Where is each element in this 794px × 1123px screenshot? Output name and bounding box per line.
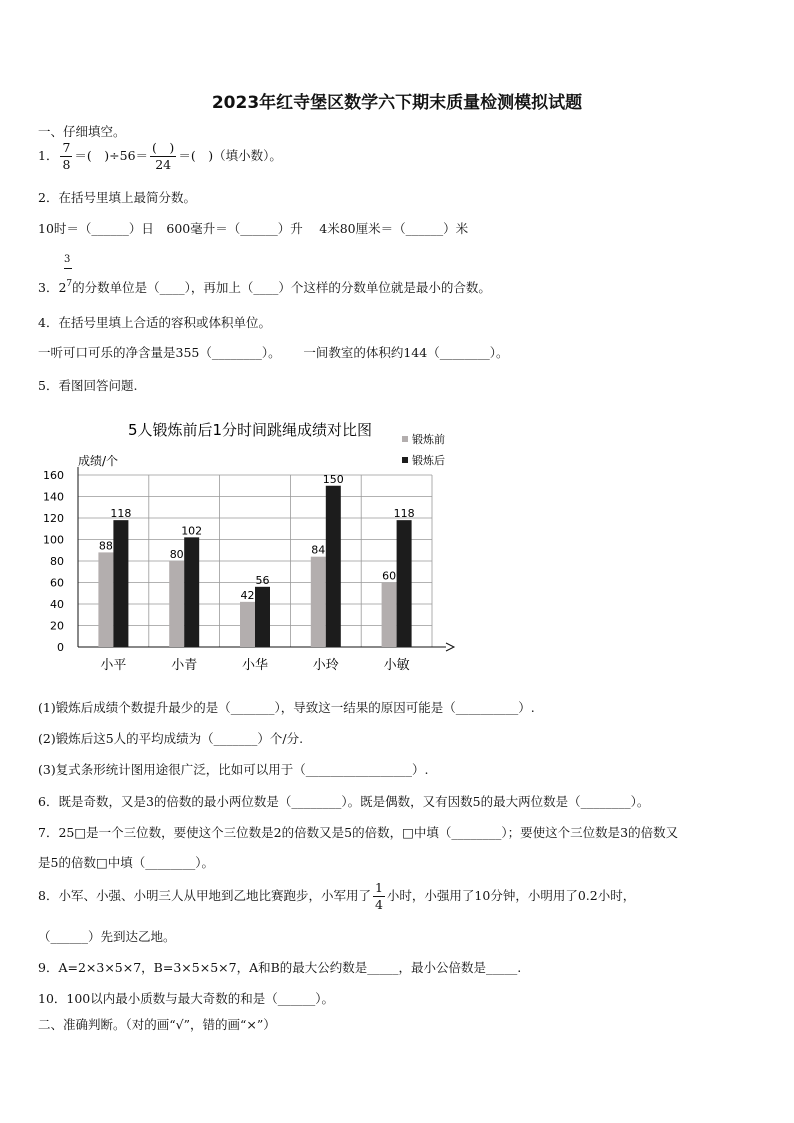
bar-value-label: 60	[382, 569, 397, 583]
chart-legend	[402, 432, 445, 467]
bar-value-label: 150	[322, 472, 344, 486]
question-5: 5．看图回答问题.	[38, 378, 138, 393]
bar-chart	[30, 405, 470, 680]
question-1: 1． $\frac{7}{8}$ ＝( )÷56＝ $\frac{( )}{24}$ ＝( )（填小数）。	[38, 140, 282, 172]
bar-value-label: 102	[181, 524, 203, 538]
fraction-1-4: $\frac{1}{4}$	[374, 880, 383, 912]
bar-after	[255, 587, 270, 647]
legend-label: 锻炼前	[412, 433, 445, 446]
chart-bars	[98, 486, 411, 647]
y-axis-label: 成绩/个	[78, 454, 119, 468]
q1-number: 1．	[38, 148, 59, 163]
bar-value-label: 84	[311, 543, 326, 557]
y-tick-label: 20	[50, 619, 64, 633]
bar-after	[113, 520, 128, 647]
bar-after	[397, 520, 412, 647]
q3-fraction-numerator: 3	[64, 254, 71, 265]
bar-value-label: 118	[393, 507, 415, 521]
question-3: 3．$2^7$的分数单位是（____），再加上（____）个这样的分数单位就是最小的合数。	[38, 279, 491, 295]
y-tick-label: 0	[57, 641, 64, 654]
q3-fraction-bar	[64, 268, 72, 269]
page-title: 2023年红寺堡区数学六下期末质量检测模拟试题	[211, 93, 583, 113]
question-4: 4．在括号里填上合适的容积或体积单位。	[38, 315, 271, 330]
bar-before	[240, 602, 255, 647]
y-tick-label: 120	[43, 512, 64, 525]
question-5-3: (3)复式条形统计图用途很广泛，比如可以用于（_________________）.	[38, 762, 429, 777]
question-7-line-1: 7．25□是一个三位数，要使这个三位数是2的倍数又是5的倍数，□中填（________）；要使这个三位数是3的倍数又	[38, 825, 679, 840]
question-10: 10．100以内最小质数与最大奇数的和是（______）。	[38, 991, 335, 1006]
bar-value-label: 56	[255, 573, 270, 587]
x-axis-arrow	[446, 643, 454, 651]
y-tick-label: 140	[43, 490, 64, 504]
bar-before	[169, 561, 184, 647]
bar-value-label: 80	[169, 548, 184, 561]
question-2-line: 10时＝（______）日 600毫升＝（______）升 4米80厘米＝（______）米	[38, 221, 469, 236]
x-tick-label: 小青	[171, 658, 198, 673]
y-tick-label: 60	[50, 576, 64, 590]
legend-swatch	[402, 436, 408, 442]
question-5-2: (2)锻炼后这5人的平均成绩为（_______）个/分.	[38, 731, 304, 746]
question-6: 6．既是奇数，又是3的倍数的最小两位数是（________）。既是偶数，又有因数5的最大两位数是（________）。	[38, 794, 650, 809]
bar-value-label: 88	[98, 539, 113, 553]
question-8: 8．小军、小强、小明三人从甲地到乙地比赛跑步，小军用了 $\frac{1}{4}$ 小时，小强用了10分钟，小明用了0.2小时，	[38, 880, 636, 912]
x-tick-label: 小华	[241, 658, 269, 673]
y-tick-label: 40	[50, 598, 64, 611]
y-tick-label: 100	[43, 533, 64, 547]
question-2: 2．在括号里填上最简分数。	[38, 190, 196, 205]
bar-value-label: 42	[240, 588, 255, 602]
question-9: 9．A=2×3×5×7，B=3×5×5×7，A和B的最大公约数是_____，最小公倍数是_____.	[38, 960, 522, 975]
question-8-line-2: （______）先到达乙地。	[38, 929, 176, 944]
bar-after	[326, 486, 341, 647]
bar-before	[98, 552, 113, 647]
question-7-line-2: 是5的倍数□中填（________）。	[38, 855, 215, 870]
y-tick-label: 160	[43, 469, 64, 482]
bar-before	[311, 557, 326, 647]
section-2-heading: 二、准确判断。（对的画“√”，错的画“×”）	[38, 1017, 276, 1032]
bar-value-label: 118	[110, 507, 132, 521]
section-1-heading: 一、仔细填空。	[38, 124, 126, 139]
chart-title: 5人锻炼前后1分时间跳绳成绩对比图	[127, 421, 373, 439]
y-tick-label: 80	[50, 555, 64, 568]
fraction-7-8: $\frac{7}{8}$	[62, 140, 71, 172]
question-4-line: 一听可口可乐的净含量是355（________）。 一间教室的体积约144（________）。	[38, 345, 509, 360]
x-tick-label: 小敏	[383, 658, 410, 673]
legend-swatch	[402, 457, 408, 463]
legend-label: 锻炼后	[412, 454, 445, 467]
fraction-blank-24: $\frac{( )}{24}$	[152, 140, 175, 172]
question-5-1: (1)锻炼后成绩个数提升最少的是（_______），导致这一结果的原因可能是（__________）.	[38, 700, 535, 715]
bar-after	[184, 537, 199, 647]
bar-before	[382, 583, 397, 648]
x-tick-label: 小玲	[312, 658, 339, 673]
x-tick-label: 小平	[100, 658, 127, 673]
